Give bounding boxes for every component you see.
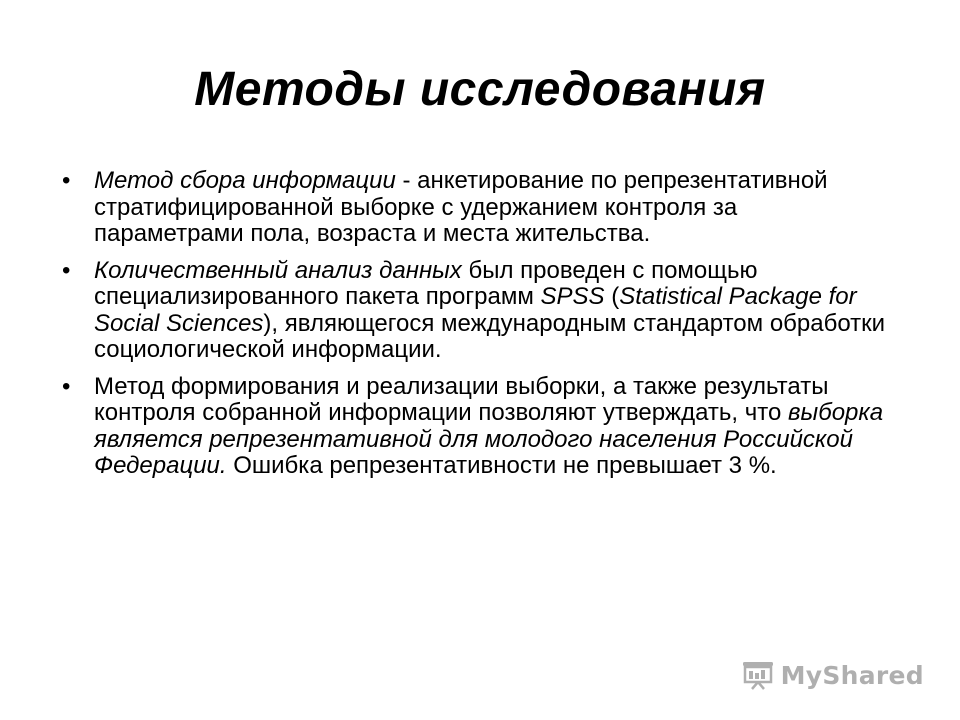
bullet-item-sampling-method xyxy=(62,374,892,480)
bullet-1-text: - анкетирование по репрезентативной стратифицированной выборке с удержанием контроля за параметрами пола, возраста и места жительства. xyxy=(94,167,828,247)
myshared-watermark xyxy=(741,660,924,690)
bullet-item-quantitative-analysis xyxy=(62,258,892,364)
bullet-list xyxy=(62,168,892,490)
projector-screen-icon xyxy=(741,660,775,690)
bullet-2-text-1: был проведен с помощью специализированного пакета программ xyxy=(94,256,758,310)
bullet-2-italic-2: SPSS xyxy=(540,283,605,310)
bullet-1-italic: Метод сбора информации xyxy=(94,167,396,194)
bullet-item-data-collection xyxy=(62,168,892,248)
watermark-text: MyShared xyxy=(780,660,924,690)
bullet-2-italic-3: Statistical Package for Social Sciences xyxy=(94,283,857,337)
bullet-3-italic: выборка является репрезентативной для молодого населения Российской Федерации. xyxy=(94,399,884,479)
bullet-marker: • xyxy=(62,372,71,400)
bullet-marker: • xyxy=(62,256,71,284)
bullet-2-italic-1: Количественный анализ данных xyxy=(94,256,462,284)
bullet-3-text-1: Метод формирования и реализации выборки, а также результаты контроля собранной информации позволяют утверждать, что xyxy=(94,372,829,426)
bullet-3-text-2: Ошибка репрезентативности не превышает 3 %. xyxy=(226,452,777,479)
slide-title: Методы исследования xyxy=(194,63,766,116)
bullet-marker: • xyxy=(62,167,71,194)
bullet-2-text-2: ( xyxy=(604,283,620,310)
bullet-2-text-3: ), являющегося международным стандартом обработки социологической информации. xyxy=(94,309,886,363)
